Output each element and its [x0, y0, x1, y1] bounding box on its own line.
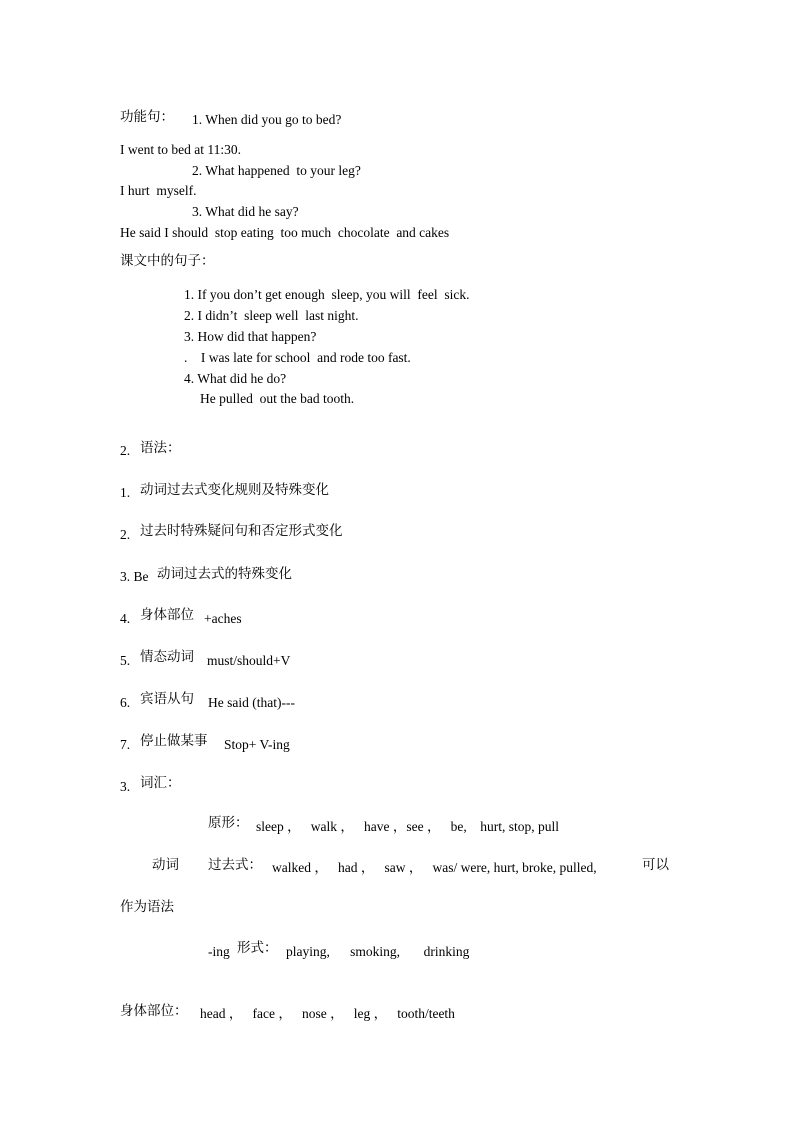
grammar-item-english: He said (that)---	[208, 695, 295, 710]
text-sentence: 1. If you don’t get enough sleep, you will feel sick.	[184, 287, 470, 302]
vocab-past-label: 过去式：	[208, 857, 262, 873]
grammar-item-text: 情态动词	[140, 649, 194, 665]
grammar-item-number: 4.	[120, 611, 131, 626]
grammar-item-english: +aches	[204, 611, 242, 626]
vocab-ing-prefix: -ing	[208, 944, 230, 959]
functional-answer-3: He said I should stop eating too much chocolate and cakes	[120, 225, 450, 240]
text-sentence: He pulled out the bad tooth.	[200, 391, 355, 406]
vocab-base-words: sleep ， walk ， have ，see ， be, hurt, stop, pull	[256, 819, 559, 834]
grammar-item-number: 1.	[120, 485, 131, 500]
functional-answer-1: I went to bed at 11:30.	[120, 142, 241, 157]
grammar-item-text: 宾语从句	[140, 691, 194, 707]
vocab-body-words: head ， face ， nose ， leg ， tooth/teeth	[200, 1006, 455, 1021]
grammar-item-number: 3. Be	[120, 569, 149, 584]
grammar-item-number: 5.	[120, 653, 131, 668]
text-sentence: 4. What did he do?	[184, 371, 287, 386]
grammar-item-number: 2.	[120, 527, 131, 542]
text-sentence: 2. I didn’t sleep well last night.	[184, 308, 359, 323]
vocab-past-tail: 可以	[642, 857, 669, 873]
grammar-item-text: 动词过去式的特殊变化	[157, 566, 292, 582]
functional-heading: 功能句：	[120, 109, 174, 125]
text-sentences-heading: 课文中的句子：	[120, 253, 215, 269]
grammar-item-number: 6.	[120, 695, 131, 710]
grammar-item-text: 停止做某事	[140, 733, 208, 749]
grammar-heading-number: 2.	[120, 443, 131, 458]
grammar-heading: 语法：	[140, 440, 181, 456]
grammar-item-text: 动词过去式变化规则及特殊变化	[140, 482, 329, 498]
functional-question-1: 1. When did you go to bed?	[192, 112, 342, 127]
functional-question-2: 2. What happened to your leg?	[192, 163, 361, 178]
vocab-ing-words: playing, smoking, drinking	[286, 944, 470, 959]
vocab-body-label: 身体部位：	[120, 1003, 188, 1019]
vocab-heading: 词汇：	[140, 775, 181, 791]
vocab-past-words: walked ， had ， saw ， was/ were, hurt, broke, pulled,	[272, 860, 597, 875]
functional-answer-2: I hurt myself.	[120, 183, 197, 198]
functional-question-3: 3. What did he say?	[192, 204, 299, 219]
vocab-heading-number: 3.	[120, 779, 131, 794]
vocab-ing-label: 形式：	[237, 940, 278, 956]
vocab-verb-label: 动词	[152, 857, 179, 873]
vocab-base-label: 原形：	[208, 815, 249, 831]
text-sentence: . I was late for school and rode too fast.	[184, 350, 411, 365]
grammar-item-english: Stop+ V-ing	[224, 737, 290, 752]
grammar-item-english: must/should+V	[207, 653, 291, 668]
grammar-item-number: 7.	[120, 737, 131, 752]
grammar-item-text: 过去时特殊疑问句和否定形式变化	[140, 523, 343, 539]
grammar-item-text: 身体部位	[140, 607, 194, 623]
text-sentence: 3. How did that happen?	[184, 329, 317, 344]
vocab-past-wrap: 作为语法	[120, 899, 174, 915]
